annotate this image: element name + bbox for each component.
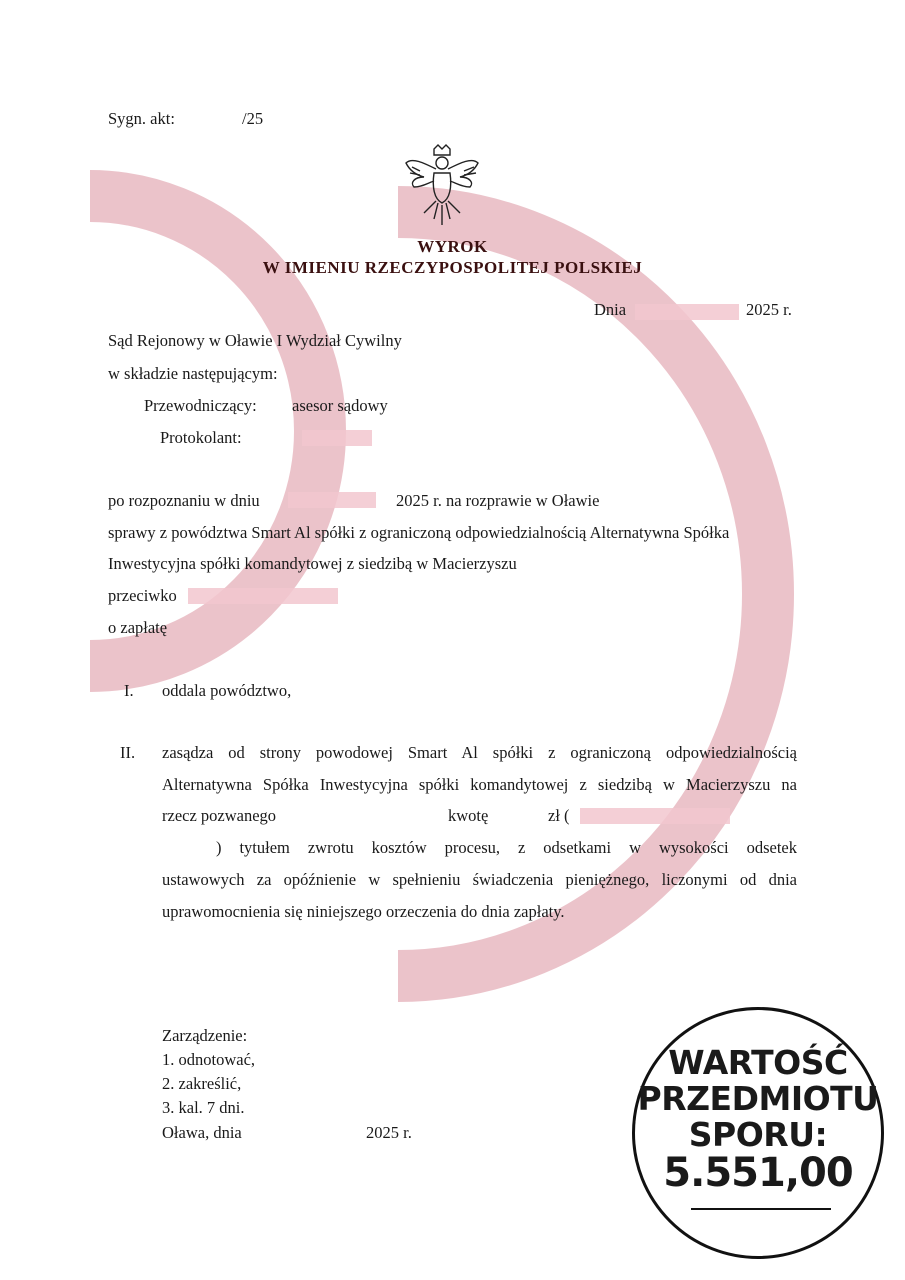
date-prefix: Dnia [594,300,627,319]
verdict-title: WYROK [417,237,488,256]
case-subject: o zapłatę [108,618,168,637]
order-item-2: 2. zakreślić, [162,1074,242,1093]
case-line1-prefix: po rozpoznaniu w dniu [108,491,260,510]
date-suffix: 2025 r. [746,300,792,319]
order-item-3: 3. kal. 7 dni. [162,1098,245,1117]
verdict-point-2-line3b: kwotę [448,806,489,825]
verdict-point-1-number: I. [124,681,134,700]
order-place-suffix: 2025 r. [366,1123,412,1142]
order-place-prefix: Oława, dnia [162,1123,242,1142]
stamp-line-1: WARTOŚĆ [668,1043,848,1082]
verdict-point-2-line6: uprawomocnienia się niniejszego orzeczenia do dnia zapłaty. [162,902,565,921]
verdict-point-2-line3c: zł ( [548,806,570,825]
verdict-point-2-line1: zasądza od strony powodowej Smart Al spółki z ograniczoną odpowiedzialnością [162,743,797,762]
verdict-point-2-line2: Alternatywna Spółka Inwestycyjna spółki komandytowej z siedzibą w Macierzyszu na [162,775,797,794]
verdict-point-1-text: oddala powództwo, [162,681,292,700]
chair-value: asesor sądowy [292,396,388,415]
verdict-point-2-line4: ) tytułem zwrotu kosztów procesu, z odsetkami w wysokości odsetek [216,838,797,857]
verdict-point-2-number: II. [120,743,136,762]
case-line1-suffix: 2025 r. na rozprawie w Oławie [396,491,600,510]
redaction-hearing-date [288,492,376,508]
redaction-defendant [188,588,338,604]
redaction-date [635,304,739,320]
court-name: Sąd Rejonowy w Oławie I Wydział Cywilny [108,331,402,350]
order-title: Zarządzenie: [162,1026,248,1045]
signature-label: Sygn. akt: [108,109,175,128]
order-item-1: 1. odnotować, [162,1050,256,1069]
court-composition: w składzie następującym: [108,364,278,383]
case-line3: Inwestycyjna spółki komandytowej z siedzibą w Macierzyszu [108,554,517,573]
redaction-amount-words [580,808,730,824]
case-against: przeciwko [108,586,177,605]
polish-eagle-emblem-icon [404,143,480,227]
stamp-underline [691,1208,831,1210]
dispute-value-stamp [632,1007,884,1259]
stamp-line-3: SPORU: [688,1115,828,1154]
stamp-line-2: PRZEDMIOTU [637,1079,879,1118]
verdict-point-2-line5: ustawowych za opóźnienie w spełnieniu świadczenia pieniężnego, liczonymi od dnia [162,870,797,889]
signature-suffix: /25 [242,109,264,128]
verdict-point-2-line3a: rzecz pozwanego [162,806,277,825]
clerk-label: Protokolant: [160,428,242,447]
redaction-clerk [302,430,372,446]
case-line2: sprawy z powództwa Smart Al spółki z ograniczoną odpowiedzialnością Alternatywna Spółka [108,523,730,542]
chair-label: Przewodniczący: [144,396,257,415]
verdict-subtitle: W IMIENIU RZECZYPOSPOLITEJ POLSKIEJ [262,258,643,277]
stamp-value: 5.551,00 [663,1150,853,1196]
